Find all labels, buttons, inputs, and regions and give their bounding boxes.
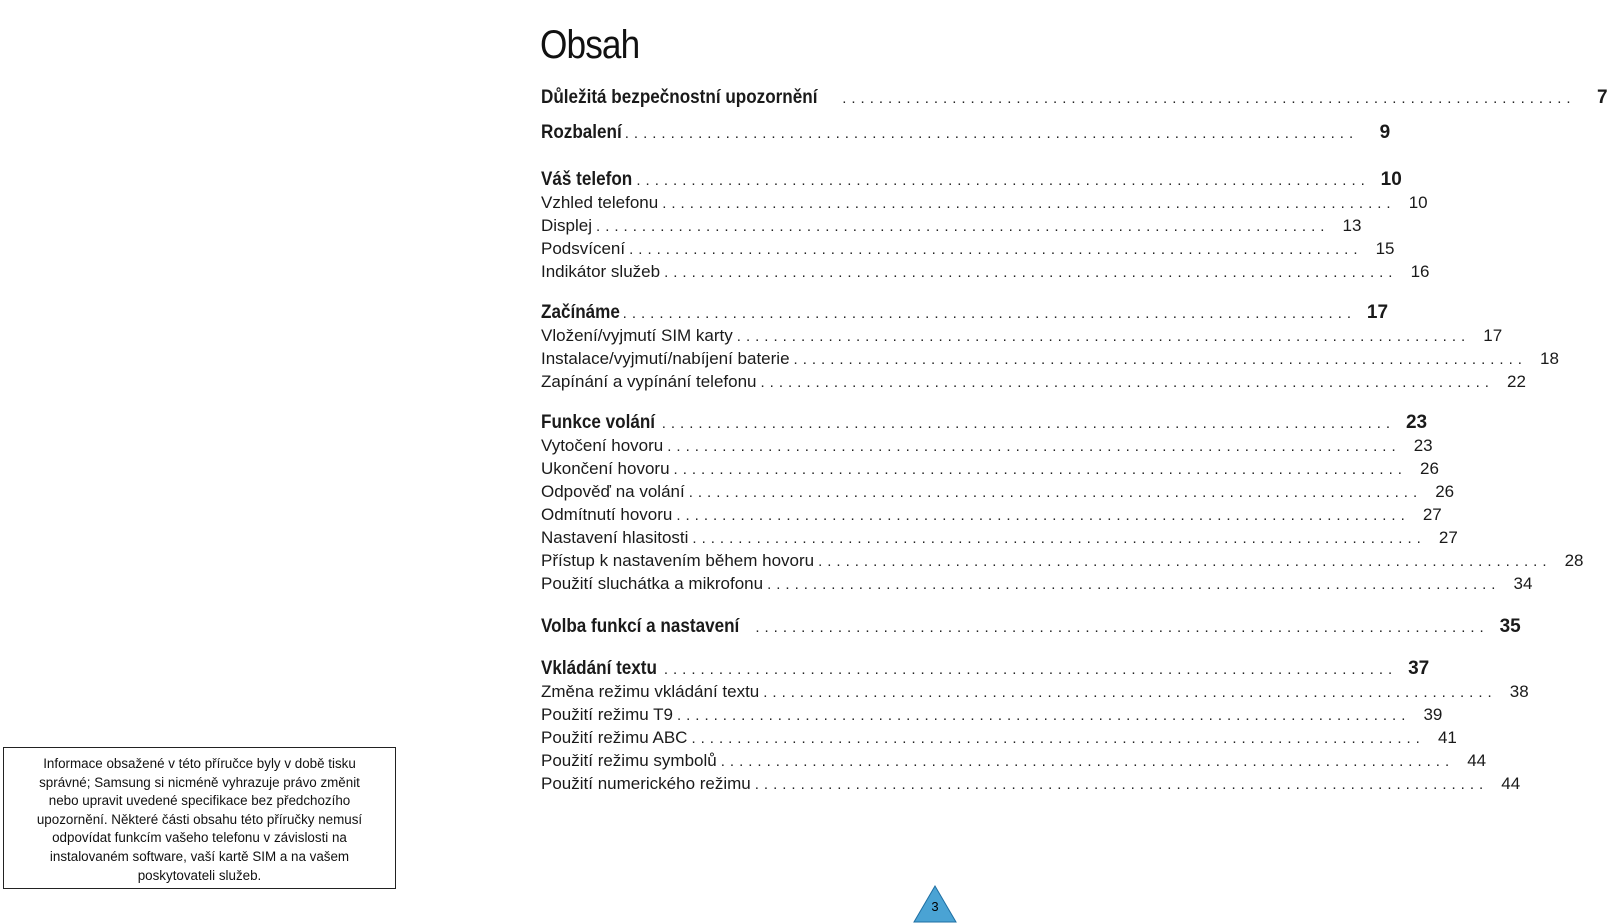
toc-entry-page: 44 [1501,774,1521,793]
toc-entry-label: Přístup k nastavením během hovoru [541,551,815,570]
toc-entry-page: 13 [1342,216,1362,235]
toc-entry-page: 34 [1513,574,1533,593]
toc-entry-label: Volba funkcí a nastavení [541,616,740,637]
disclaimer-line: upozornění. Některé části obsahu této příručky nemusí [36,811,363,827]
toc-entry-page: 9 [1379,122,1391,143]
toc-entry-label: Vytočení hovoru [541,436,664,455]
toc-entry-label: Odmítnutí hovoru [541,505,673,524]
toc-entry [541,434,1433,458]
toc-entry-page: 17 [1366,302,1389,323]
toc-entry [541,324,1503,348]
toc-entry-label: Váš telefon [541,169,633,190]
toc-entry [541,480,1455,504]
toc-entry [541,191,1428,215]
toc-entry-page: 23 [1413,436,1433,455]
toc-dot-leader: ................................................................................ [622,305,1357,322]
disclaimer-line: Informace obsažené v této příručce byly v době tisku [43,756,356,771]
page-number: 3 [931,899,939,914]
toc-entry-page: 23 [1405,412,1428,433]
toc-dot-leader: ................................................................................ [676,707,1411,724]
toc-entry-page: 26 [1420,459,1439,478]
toc-entry [541,411,1428,435]
toc-dot-leader: ................................................................................ [691,730,1425,747]
toc-dot-leader: ................................................................................ [736,328,1471,345]
disclaimer-line: odpovídat funkcím vašeho telefonu v závislosti na [52,830,347,846]
toc-dot-leader: ................................................................................ [667,438,1401,455]
toc-entry-label: Funkce volání [541,412,656,433]
toc-entry [541,347,1559,371]
toc-entry [541,503,1442,527]
toc-entry [541,86,1608,110]
toc-entry-page: 10 [1408,193,1428,212]
toc-entry [541,615,1521,639]
toc-dot-leader: ................................................................................ [818,553,1552,570]
toc-dot-leader: ................................................................................ [842,90,1576,107]
toc-entry [541,549,1584,573]
toc-entry-page: 27 [1438,528,1458,547]
toc-entry-label: Vzhled telefonu [541,193,659,212]
toc-entry-page: 15 [1375,239,1395,258]
toc-entry [541,526,1458,550]
toc-entry [541,237,1395,261]
toc-entry-page: 17 [1483,326,1503,345]
toc-entry-page: 28 [1564,551,1584,570]
page-title: Obsah [540,22,640,67]
toc-dot-leader: ................................................................................ [760,374,1494,391]
toc-entry-label: Změna režimu vkládání textu [541,682,760,701]
toc-entry-label: Použití sluchátka a mikrofonu [541,574,764,593]
toc-dot-leader: ................................................................................ [673,461,1407,478]
toc-entry [541,260,1430,284]
toc-entry-label: Začínáme [541,302,620,323]
toc-dot-leader: ................................................................................ [636,172,1370,189]
toc-entry-label: Displej [541,216,593,235]
toc-entry [541,370,1526,394]
toc-dot-leader: ................................................................................ [688,484,1423,501]
disclaimer-notice [3,747,396,889]
toc-entry [541,772,1521,796]
toc-entry-page: 26 [1435,482,1455,501]
toc-dot-leader: ................................................................................ [692,530,1426,547]
toc-entry-page: 35 [1499,616,1521,637]
toc-entry [541,657,1430,681]
toc-dot-leader: ................................................................................ [662,195,1396,212]
toc-entry-label: Zapínání a vypínání telefonu [541,372,757,391]
disclaimer-line: nebo upravit uvedené specifikace bez předchozího [48,793,351,809]
toc-dot-leader: ................................................................................ [763,684,1497,701]
toc-entry-label: Použití režimu T9 [541,705,673,724]
toc-entry-page: 10 [1380,169,1402,190]
toc-entry-label: Použití režimu symbolů [541,751,717,770]
toc-entry [541,726,1457,750]
toc-entry [541,572,1533,596]
toc-dot-leader: ................................................................................ [755,619,1489,636]
toc-dot-leader: ................................................................................ [661,415,1396,432]
toc-entry-label: Instalace/vyjmutí/nabíjení baterie [541,349,790,368]
toc-entry [541,749,1487,773]
toc-dot-leader: ................................................................................ [663,661,1398,678]
toc-dot-leader: ................................................................................ [754,776,1489,793]
toc-entry [541,168,1402,192]
toc-entry-label: Vložení/vyjmutí SIM karty [541,326,733,345]
toc-dot-leader: ................................................................................ [629,241,1363,258]
toc-entry-label: Použití numerického režimu [541,774,751,793]
disclaimer-line: správné; Samsung si nicméně vyhrazuje právo změnit [39,774,360,790]
toc-entry-page: 38 [1509,682,1529,701]
toc-entry-page: 22 [1506,372,1526,391]
toc-entry [541,214,1362,238]
toc-dot-leader: ................................................................................ [793,351,1527,368]
toc-dot-leader: ................................................................................ [676,507,1410,524]
toc-entry-page: 44 [1467,751,1487,770]
toc-entry-label: Podsvícení [541,239,626,258]
toc-entry-page: 7 [1597,87,1608,108]
disclaimer-line: instalovaném software, vaší kartě SIM a na vašem [49,848,350,864]
toc-entry-page: 37 [1408,658,1430,679]
toc-entry-label: Nastavení hlasitosti [541,528,689,547]
toc-entry-label: Indikátor služeb [541,262,661,281]
toc-entry-label: Odpověď na volání [541,482,685,501]
toc-entry [541,301,1389,325]
toc-entry-label: Důležitá bezpečnostní upozornění [541,87,818,108]
toc-entry [541,680,1529,704]
toc-dot-leader: ................................................................................ [664,264,1398,281]
toc-entry-label: Ukončení hovoru [541,459,670,478]
toc-entry-page: 16 [1410,262,1430,281]
disclaimer-line: poskytovateli služeb. [137,867,262,883]
toc-entry-label: Rozbalení [541,122,622,143]
toc-entry-page: 39 [1423,705,1443,724]
toc-entry-page: 41 [1437,728,1457,747]
toc-entry-label: Použití režimu ABC [541,728,688,747]
toc-entry [541,457,1439,481]
toc-dot-leader: ................................................................................ [767,576,1501,593]
toc-entry-label: Vkládání textu [541,658,657,679]
toc-dot-leader: ................................................................................ [596,218,1330,235]
toc-entry [541,121,1391,145]
toc-dot-leader: ................................................................................ [624,125,1359,142]
toc-entry [541,703,1443,727]
toc-entry-page: 27 [1422,505,1442,524]
toc-entry-page: 18 [1540,349,1559,368]
toc-dot-leader: ................................................................................ [720,753,1455,770]
